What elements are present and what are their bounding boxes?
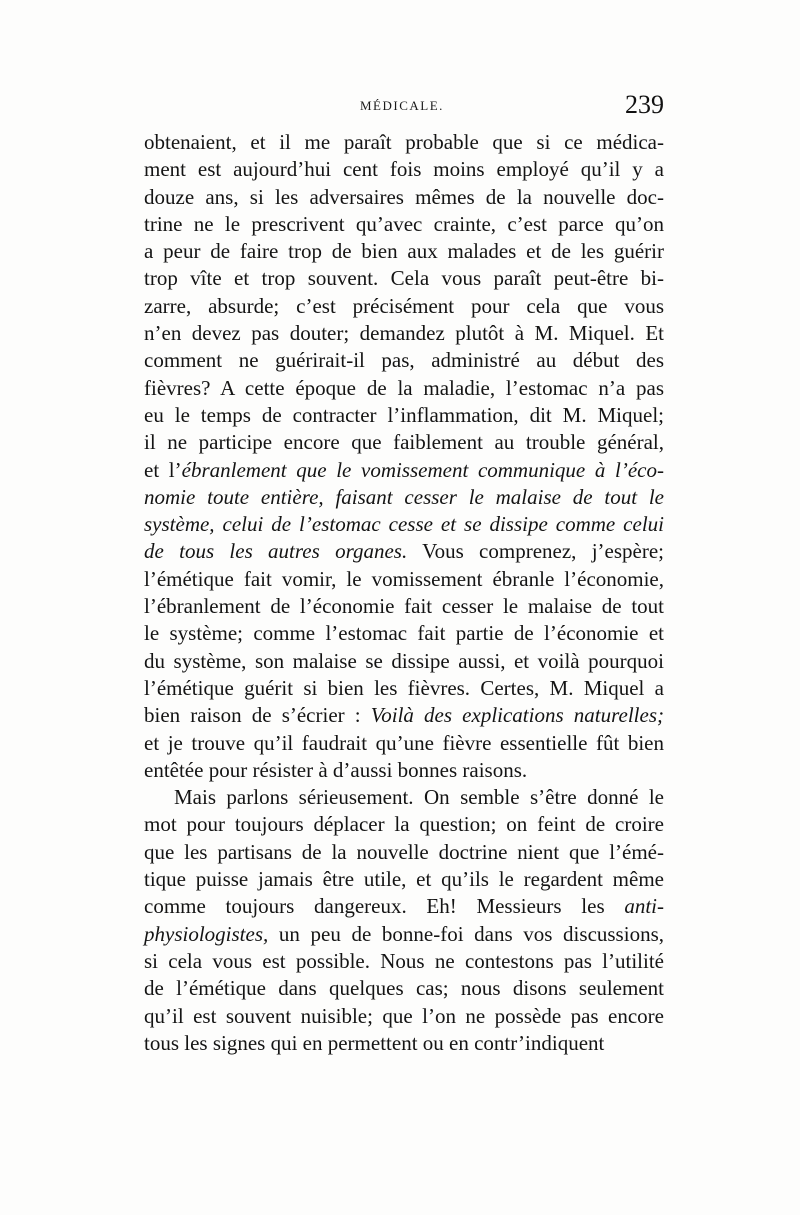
text-run: Mais parlons sérieusement. On semble s’être donné le <box>174 785 664 810</box>
text-run: Vous comprenez, j’espère; <box>407 539 664 564</box>
text-run: douze ans, si les adversaires mêmes de la nouvelle doc- <box>144 184 664 209</box>
text-run: qu’il est souvent nuisible; que l’on ne possède pas encore <box>144 1003 664 1028</box>
text-run: eu le temps de contracter l’inflammation, dit M. Miquel; <box>144 402 664 427</box>
text-line <box>144 948 664 975</box>
text-run: a peur de faire trop de bien aux malades et de les guérir <box>144 239 664 264</box>
text-run: que les partisans de la nouvelle doctrine nient que l’émé- <box>144 839 664 864</box>
text-line <box>144 839 664 866</box>
text-line <box>144 347 664 374</box>
running-head: MÉDICALE. <box>360 98 444 113</box>
text-run: l’ébranlement de l’économie fait cesser le malaise de tout <box>144 594 664 619</box>
text-run: comme toujours dangereux. Eh! Messieurs les <box>144 894 625 919</box>
text-line <box>144 320 664 347</box>
text-line <box>144 675 664 702</box>
text-line <box>144 129 664 156</box>
italic-text: Voilà des explications naturelles; <box>370 703 664 728</box>
text-line <box>144 893 664 920</box>
text-line <box>144 457 664 484</box>
text-run: n’en devez pas douter; demandez plutôt à M. Miquel. Et <box>144 321 664 346</box>
text-line <box>144 921 664 948</box>
text-run: trine ne le prescrivent qu’avec crainte, c’est parce qu’on <box>144 211 664 236</box>
text-line <box>144 784 664 811</box>
text-line <box>144 265 664 292</box>
text-line <box>144 566 664 593</box>
text-run: bien raison de s’écrier : <box>144 703 371 728</box>
text-line <box>144 184 664 211</box>
text-run: du système, son malaise se dissipe aussi, et voilà pourquoi <box>144 648 664 673</box>
text-run: trop vîte et trop souvent. Cela vous paraît peut-être bi- <box>144 266 664 291</box>
text-line <box>144 1030 664 1057</box>
text-line <box>144 211 664 238</box>
body-text <box>144 129 664 1057</box>
text-line <box>144 156 664 183</box>
text-line <box>144 757 664 784</box>
text-line <box>144 702 664 729</box>
italic-text: de tous les autres organes. <box>144 539 408 564</box>
page-header <box>144 92 664 124</box>
text-line <box>144 620 664 647</box>
text-run: le système; comme l’estomac fait partie de l’économie et <box>144 621 664 646</box>
text-line <box>144 593 664 620</box>
italic-text: physiologistes, <box>144 921 269 946</box>
text-run: il ne participe encore que faiblement au trouble général, <box>144 430 664 455</box>
italic-text: nomie toute entière, faisant cesser le malaise de tout le <box>144 484 664 509</box>
text-line <box>144 293 664 320</box>
text-line <box>144 484 664 511</box>
italic-text: ébranlement que le vomissement communique à l’éco- <box>181 457 664 482</box>
text-line <box>144 811 664 838</box>
text-line <box>144 375 664 402</box>
text-run: comment ne guérirait-il pas, administré au début des <box>144 348 664 373</box>
text-run: entêtée pour résister à d’aussi bonnes raisons. <box>144 757 528 782</box>
text-run: tous les signes qui en permettent ou en contr’indiquent <box>144 1030 605 1055</box>
text-line <box>144 238 664 265</box>
text-run: et l’ <box>144 457 182 482</box>
text-line <box>144 402 664 429</box>
text-run: de l’émétique dans quelques cas; nous disons seulement <box>144 976 664 1001</box>
text-run: mot pour toujours déplacer la question; on feint de croire <box>144 812 664 837</box>
page-number: 239 <box>625 90 664 119</box>
text-run: l’émétique fait vomir, le vomissement ébranle l’économie, <box>144 566 664 591</box>
text-run: tique puisse jamais être utile, et qu’ils le regardent même <box>144 867 664 892</box>
text-run: zarre, absurde; c’est précisément pour cela que vous <box>144 293 664 318</box>
text-line <box>144 648 664 675</box>
text-run: fièvres? A cette époque de la maladie, l’estomac n’a pas <box>144 375 664 400</box>
text-line <box>144 538 664 565</box>
text-run: l’émétique guérit si bien les fièvres. Certes, M. Miquel a <box>144 675 664 700</box>
text-line <box>144 866 664 893</box>
text-run: ment est aujourd’hui cent fois moins employé qu’il y a <box>144 157 664 182</box>
text-run: et je trouve qu’il faudrait qu’une fièvre essentielle fût bien <box>144 730 664 755</box>
text-line <box>144 730 664 757</box>
text-run: si cela vous est possible. Nous ne contestons pas l’utilité <box>144 948 664 973</box>
text-line <box>144 975 664 1002</box>
text-line <box>144 1003 664 1030</box>
text-run: obtenaient, et il me paraît probable que si ce médica- <box>144 130 664 154</box>
italic-text: système, celui de l’estomac cesse et se dissipe comme celui <box>144 512 664 537</box>
text-run: un peu de bonne-foi dans vos discussions, <box>268 921 664 946</box>
text-line <box>144 511 664 538</box>
italic-text: anti- <box>624 894 664 919</box>
text-line <box>144 429 664 456</box>
